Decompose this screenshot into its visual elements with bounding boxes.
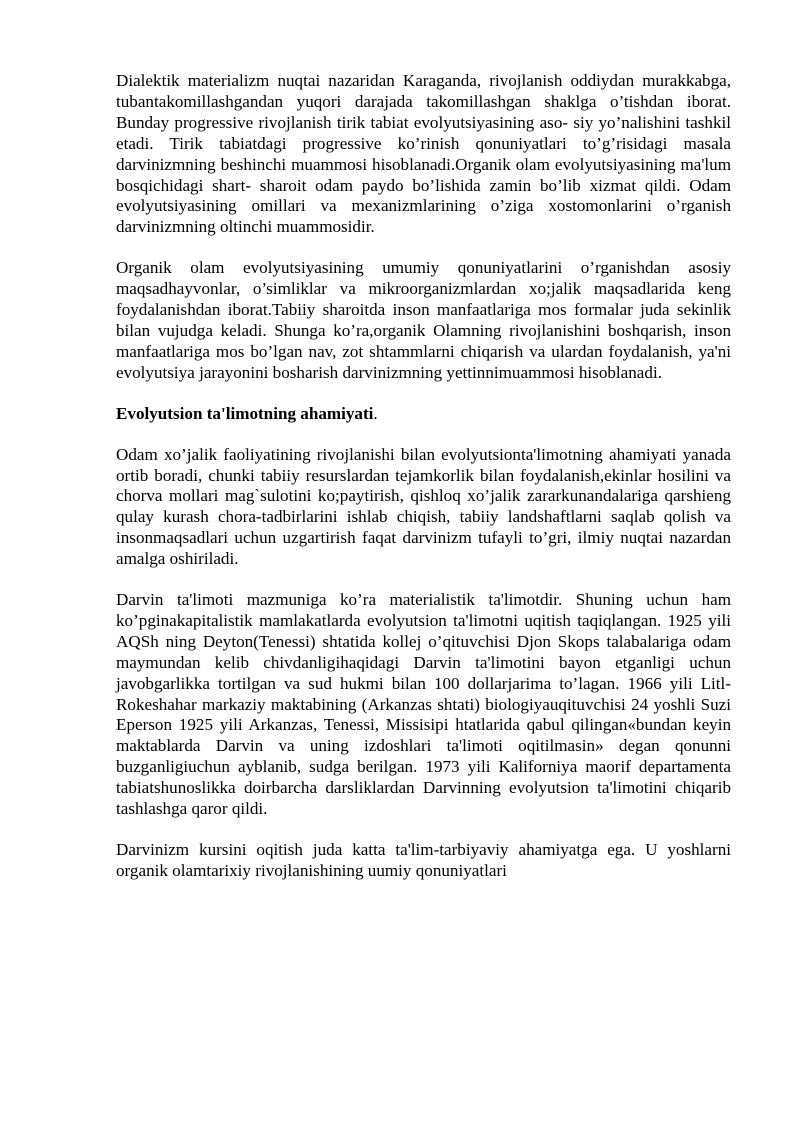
- paragraph-darwinism-course: Darvinizm kursini oqitish juda katta ta'lim-tarbiyaviy ahamiyatga ega. U yoshlarni organik olamtarixiy rivojlanishining uumiy qonuniyatlari: [116, 840, 731, 880]
- paragraph-dialectic-materialism: Dialektik materializm nuqtai nazaridan Karaganda, rivojlanish oddiydan murakkabga, tubantakomillashgandan yuqori darajada takomillashgan shaklga o’tishdan iborat. Bunday progressive rivojlanish tirik tabiat evolyutsiyasining aso- siy yo’nalishini tashkil etadi. Tirik tabiatdagi progressive ko’rinish qonuniyatlari to’g’risidagi masala darvinizmning beshinchi muammosi hisoblanadi.Organik olam evolyutsiyasining ma'lum bosqichidagi shart- sharoit odam paydo bo’lishida zamin bo’lib xizmat qildi. Odam evolyutsiyasining omillari va mexanizmlarining o’ziga xostomonlarini o’rganish darvinizmning oltinchi muammosidir.: [116, 71, 731, 237]
- paragraph-evolution-laws: Organik olam evolyutsiyasining umumiy qonuniyatlarini o’rganishdan asosiy maqsadhayvonlar, o’simliklar va mikroorganizmlardan xo;jalik maqsadlarida keng foydalanishdan iborat.Tabiiy sharoitda inson manfaatlariga mos formalar juda sekinlik bilan vujudga keladi. Shunga ko’ra,organik Olamning rivojlanishini boshqarish, inson manfaatlariga mos bo’lgan nav, zot shtammlarni chiqarish va ulardan foydalanish, ya'ni evolyutsiya jarayonini bosharish darvinizmning yettinnimuammosi hisoblanadi.: [116, 258, 731, 382]
- document-page: [116, 71, 731, 902]
- section-heading-text: Evolyutsion ta'limotning ahamiyati: [116, 403, 374, 423]
- section-heading-suffix: .: [373, 403, 378, 423]
- paragraph-darwin-materialism: Darvin ta'limoti mazmuniga ko’ra materialistik ta'limotdir. Shuning uchun ham ko’pginakapitalistik mamlakatlarda evolyutsion ta'limotni uqitish taqiqlangan. 1925 yili AQSh ning Deyton(Tenessi) shtatida kollej o’qituvchisi Djon Skops talabalariga odam maymundan kelib chivdanligihaqidagi Darvin ta'limotini bayon etganligi uchun javobgarlikka tortilgan va sud hukmi bilan 100 dollarjarima to’lagan. 1966 yili Litl-Rokeshahar markaziy maktabining (Arkanzas shtati) biologiyauqituvchisi 24 yoshli Suzi Eperson 1925 yili Arkanzas, Tenessi, Missisipi htatlarida qabul qilingan«bundan keyin maktablarda Darvin va uning izdoshlari ta'limoti oqitilmasin» degan qonunni buzganligiuchun ayblanib, sudga berilgan. 1973 yili Kaliforniya maorif departamenta tabiatshunoslikka doirbarcha darsliklardan Darvinning evolyutsion ta'limotini chiqarib tashlashga qaror qildi.: [116, 590, 731, 819]
- section-heading: [116, 404, 731, 425]
- paragraph-evolution-importance: Odam xo’jalik faoliyatining rivojlanishi bilan evolyutsionta'limotning ahamiyati yanada ortib boradi, chunki tabiiy resurslardan tejamkorlik bilan foydalanish,ekinlar hosilini va chorva mollari mag`sulotini ko;paytirish, qishloq xo’jalik zararkunandalariga qarshieng qulay kurash chora-tadbirlarini ishlab chiqish, tabiiy landshaftlarni saqlab qolish va insonmaqsadlari uchun uzgartirish faqat darvinizm tufayli to’gri, ilmiy nuqtai nazardan amalga oshiriladi.: [116, 444, 731, 569]
